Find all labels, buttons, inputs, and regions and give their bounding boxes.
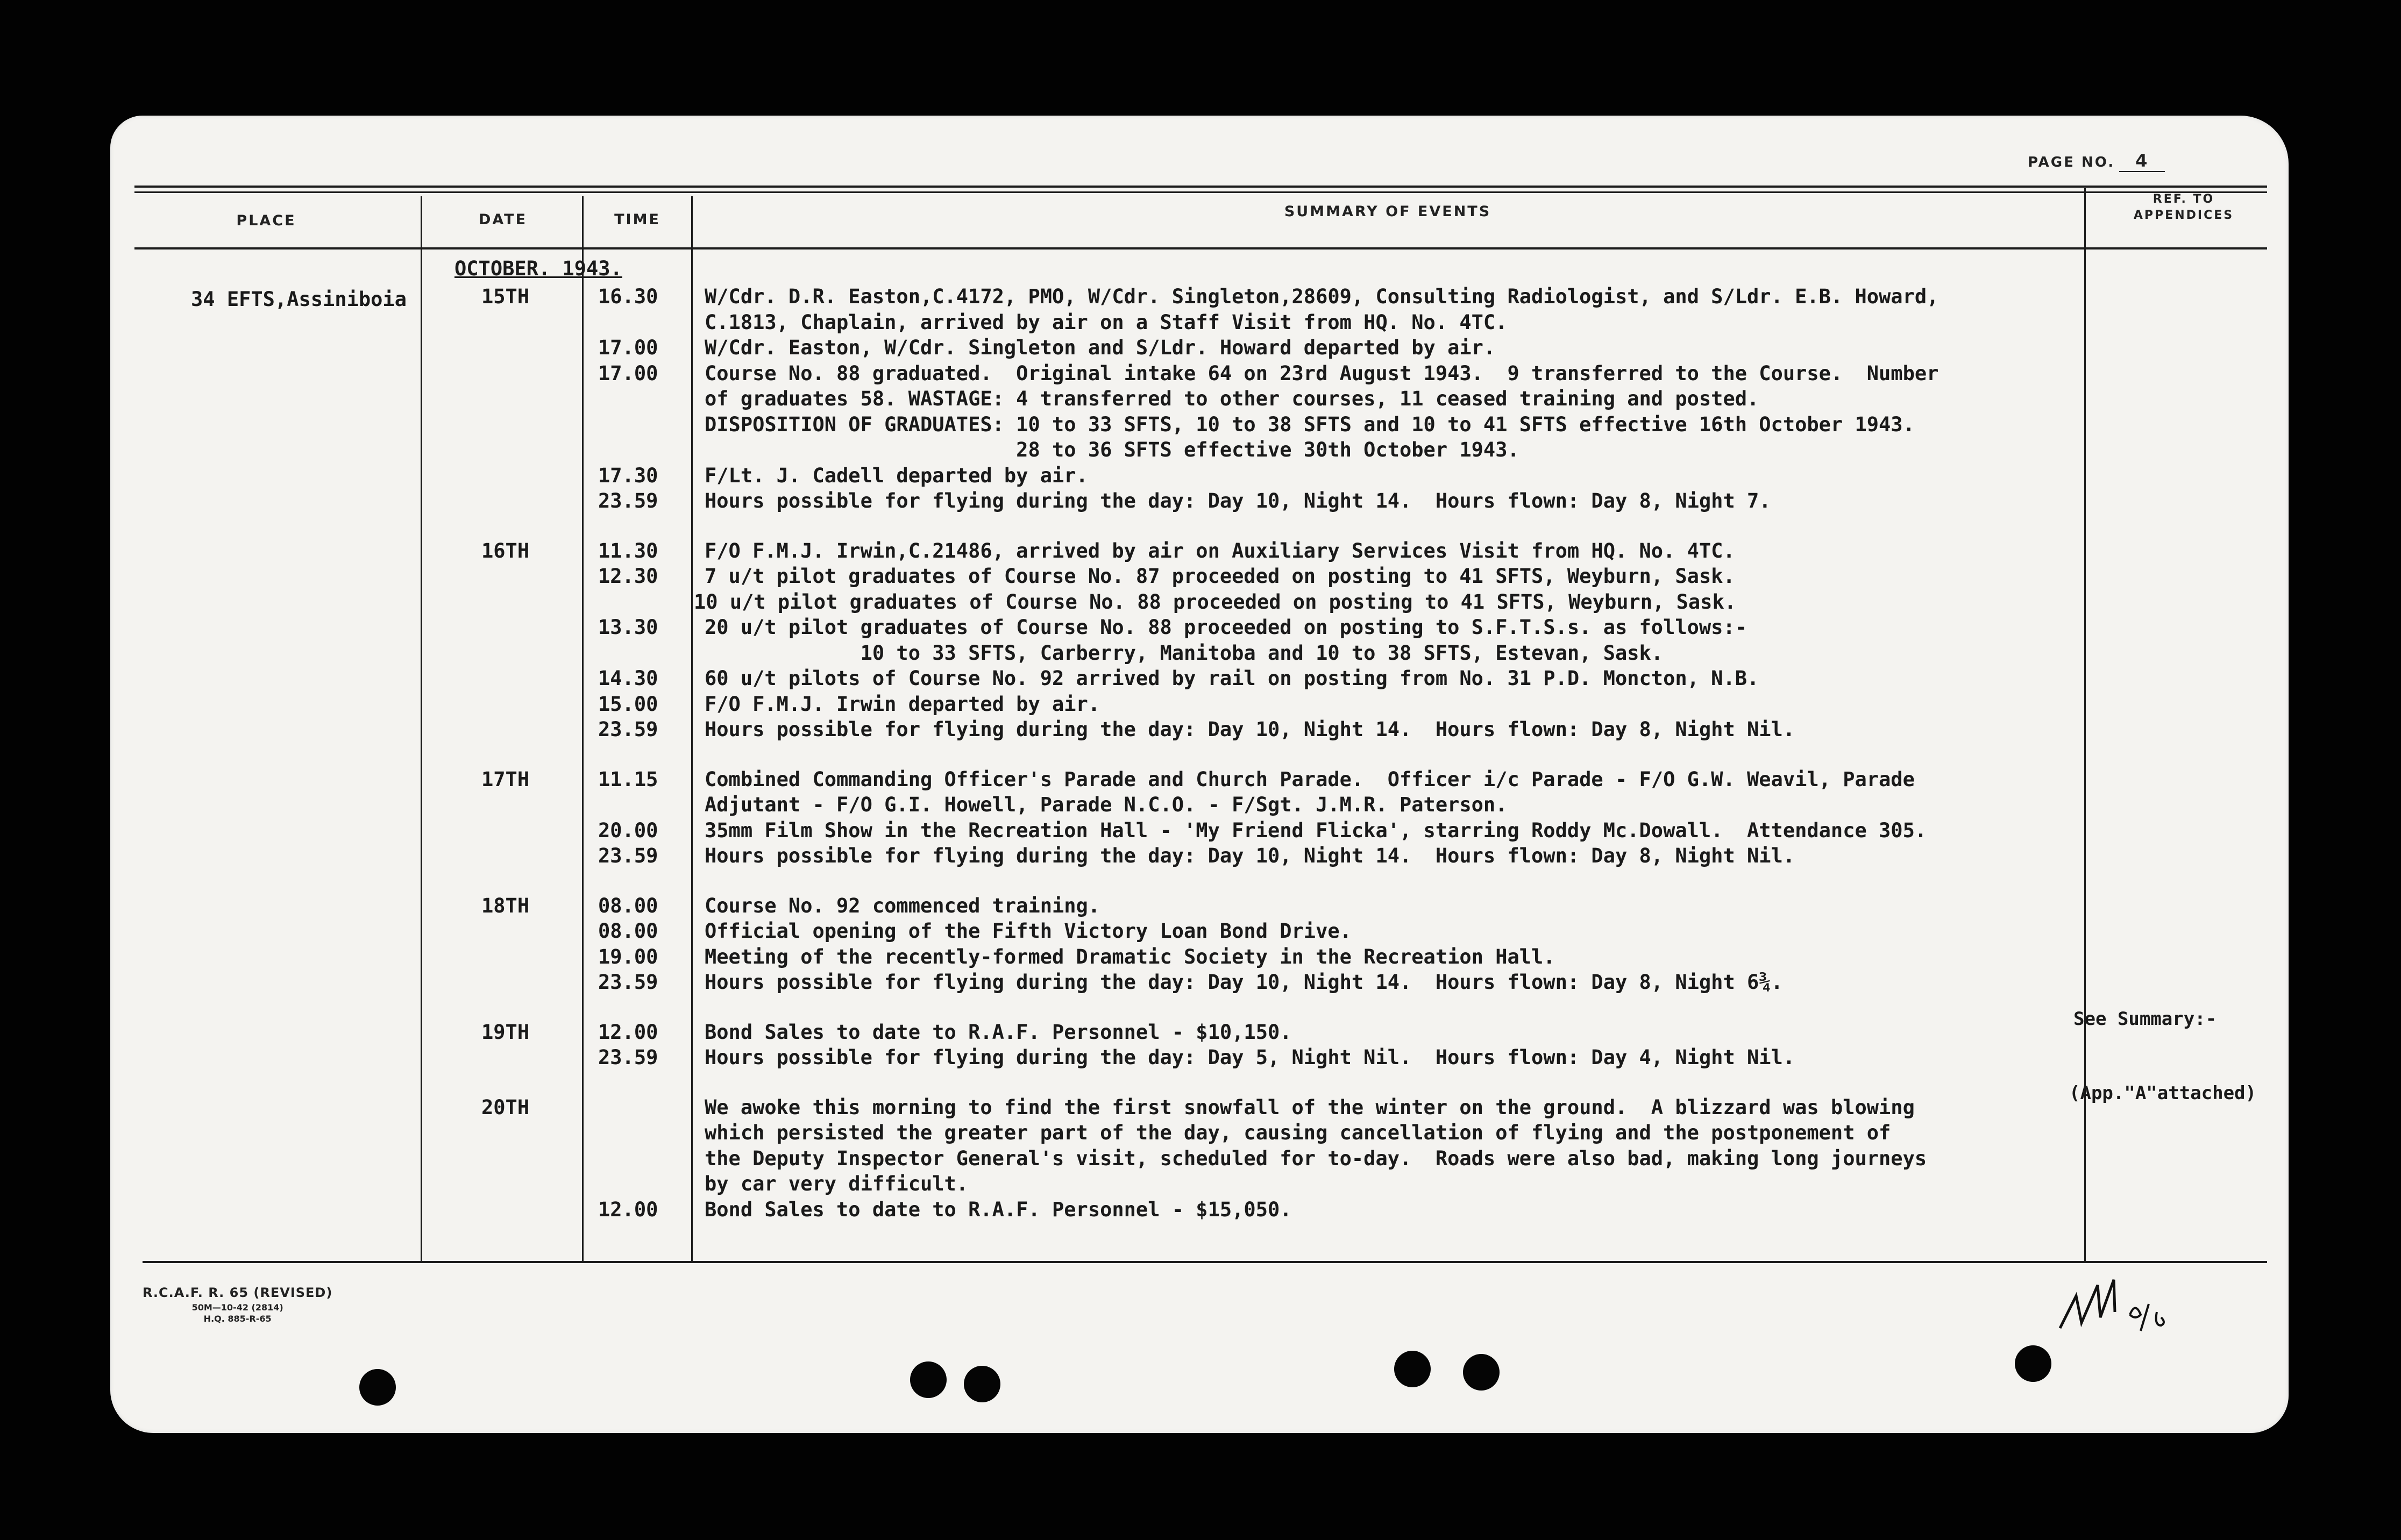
entry-summary-line: Combined Commanding Officer's Parade and Church Parade. Officer i/c Parade - F/O G.W. Weavil, Parade: [705, 767, 1915, 791]
header-bottom-rule: [134, 247, 2267, 249]
form-line3: H.Q. 885-R-65: [203, 1314, 272, 1324]
entry-date: 20TH: [481, 1095, 530, 1119]
entry-summary-line: Hours possible for flying during the day: Day 5, Night Nil. Hours flown: Day 4, Night Nil.: [705, 1046, 1795, 1069]
entry-summary-line: C.1813, Chaplain, arrived by air on a Staff Visit from HQ. No. 4TC.: [705, 310, 1508, 334]
entry-time: 15.00: [598, 692, 658, 716]
col-header-summary: SUMMARY OF EVENTS: [1284, 203, 1491, 220]
entry-time: 14.30: [598, 667, 658, 690]
header-top-rule-2: [134, 191, 2267, 193]
entry-summary-line: DISPOSITION OF GRADUATES: 10 to 33 SFTS, 10 to 38 SFTS and 10 to 41 SFTS effective 16th October 1943.: [705, 412, 1915, 436]
entry-time: 12.00: [598, 1020, 658, 1044]
page-no-value: 4: [2119, 151, 2165, 172]
col-header-time: TIME: [614, 211, 660, 228]
entry-summary-line: which persisted the greater part of the day, causing cancellation of flying and the postponement of: [705, 1121, 1891, 1144]
entry-summary-line: 10 u/t pilot graduates of Course No. 88 proceeded on posting to 41 SFTS, Weyburn, Sask.: [694, 590, 1737, 614]
appendix-ref: [2069, 957, 2256, 1130]
punch-hole: [910, 1361, 947, 1398]
entry-summary-line: We awoke this morning to find the first snowfall of the winter on the ground. A blizzard was blowing: [705, 1095, 1915, 1119]
col-sep-3: [691, 196, 693, 1261]
form-line1: R.C.A.F. R. 65 (REVISED): [143, 1285, 333, 1300]
place: 34 EFTS,Assiniboia: [191, 288, 407, 311]
entry-summary-line: Hours possible for flying during the day: Day 10, Night 14. Hours flown: Day 8, Night Nil.: [705, 844, 1795, 867]
entry-date: 15TH: [481, 285, 530, 308]
form-line2: 50M—10-42 (2814): [191, 1302, 283, 1313]
entry-date: 17TH: [481, 767, 530, 791]
entry-summary-line: by car very difficult.: [705, 1172, 969, 1195]
entry-date: 16TH: [481, 539, 530, 562]
punch-hole: [964, 1366, 1000, 1402]
entry-summary-line: Adjutant - F/O G.I. Howell, Parade N.C.O. - F/Sgt. J.M.R. Paterson.: [705, 793, 1508, 816]
entry-time: 23.59: [598, 971, 658, 994]
entry-time: 23.59: [598, 1046, 658, 1069]
col-sep-2: [582, 196, 584, 1261]
appendix-ref-line2: (App."A"attached): [2069, 1082, 2256, 1104]
entry-time: 08.00: [598, 894, 658, 917]
entry-summary-line: Course No. 92 commenced training.: [705, 894, 1100, 917]
entry-summary-line: 10 to 33 SFTS, Carberry, Manitoba and 10 to 38 SFTS, Estevan, Sask.: [705, 641, 1664, 665]
entry-time: 23.59: [598, 489, 658, 512]
col-sep-1: [421, 196, 422, 1261]
entry-summary-line: Hours possible for flying during the day: Day 10, Night 14. Hours flown: Day 8, Night 7.: [705, 489, 1771, 512]
entry-summary-line: Hours possible for flying during the day: Day 10, Night 14. Hours flown: Day 8, Night 6¾.: [705, 971, 1783, 994]
col-header-ref-2: APPENDICES: [2133, 209, 2234, 222]
punch-hole: [1394, 1351, 1431, 1387]
entry-time: 20.00: [598, 818, 658, 842]
entry-summary-line: W/Cdr. Easton, W/Cdr. Singleton and S/Ldr. Howard departed by air.: [705, 336, 1496, 359]
entry-summary-line: Meeting of the recently-formed Dramatic Society in the Recreation Hall.: [705, 945, 1555, 968]
punch-hole: [1463, 1354, 1500, 1391]
entry-summary-line: 35mm Film Show in the Recreation Hall - 'My Friend Flicka', starring Roddy Mc.Dowall. Attendance 305.: [705, 818, 1927, 842]
entry-summary-line: 28 to 36 SFTS effective 30th October 1943.: [705, 438, 1519, 461]
entry-summary-line: 20 u/t pilot graduates of Course No. 88 proceeded on posting to S.F.T.S.s. as follows:-: [705, 616, 1748, 639]
col-header-ref-1: REF. TO: [2153, 192, 2215, 206]
punch-hole: [2015, 1345, 2051, 1382]
entry-summary-line: Bond Sales to date to R.A.F. Personnel - $10,150.: [705, 1020, 1292, 1044]
entry-time: 17.00: [598, 361, 658, 385]
entry-summary-line: Course No. 88 graduated. Original intake 64 on 23rd August 1943. 9 transferred to the Course. Number: [705, 361, 1939, 385]
entry-time: 17.00: [598, 336, 658, 359]
month-heading: OCTOBER. 1943.: [454, 257, 622, 280]
header-top-rule: [134, 186, 2267, 188]
entry-time: 08.00: [598, 919, 658, 943]
punch-hole: [359, 1369, 396, 1406]
entry-time: 19.00: [598, 945, 658, 968]
entry-time: 12.30: [598, 565, 658, 588]
entry-summary-line: W/Cdr. D.R. Easton,C.4172, PMO, W/Cdr. Singleton,28609, Consulting Radiologist, and S/Ldr. E.B. Howard,: [705, 285, 1939, 308]
entry-summary-line: F/O F.M.J. Irwin,C.21486, arrived by air on Auxiliary Services Visit from HQ. No. 4TC.: [705, 539, 1735, 562]
entry-time: 11.15: [598, 767, 658, 791]
entry-date: 19TH: [481, 1020, 530, 1044]
entry-summary-line: of graduates 58. WASTAGE: 4 transferred to other courses, 11 ceased training and posted.: [705, 387, 1759, 410]
entry-time: 23.59: [598, 844, 658, 867]
entry-time: 11.30: [598, 539, 658, 562]
entry-summary-line: 60 u/t pilots of Course No. 92 arrived by rail on posting from No. 31 P.D. Moncton, N.B.: [705, 667, 1759, 690]
form-number: [143, 1285, 332, 1324]
entry-time: 12.00: [598, 1197, 658, 1221]
entry-time: 16.30: [598, 285, 658, 308]
appendix-ref-line1: See Summary:-: [2073, 1008, 2217, 1030]
entry-summary-line: 7 u/t pilot graduates of Course No. 87 proceeded on posting to 41 SFTS, Weyburn, Sask.: [705, 565, 1735, 588]
col-header-date: DATE: [478, 211, 528, 228]
footer-rule: [143, 1261, 2267, 1263]
page-no-label: PAGE NO. 4: [2028, 151, 2165, 171]
entry-summary-line: F/O F.M.J. Irwin departed by air.: [705, 692, 1100, 716]
entry-time: 23.59: [598, 718, 658, 741]
col-header-place: PLACE: [236, 212, 296, 229]
signature: [2055, 1264, 2189, 1339]
entry-summary-line: the Deputy Inspector General's visit, scheduled for to-day. Roads were also bad, making long journeys: [705, 1146, 1927, 1170]
entry-date: 18TH: [481, 894, 530, 917]
entry-summary-line: Bond Sales to date to R.A.F. Personnel - $15,050.: [705, 1197, 1292, 1221]
entry-summary-line: Official opening of the Fifth Victory Loan Bond Drive.: [705, 919, 1352, 943]
entry-time: 13.30: [598, 616, 658, 639]
entry-summary-line: F/Lt. J. Cadell departed by air.: [705, 464, 1088, 487]
entry-summary-line: Hours possible for flying during the day: Day 10, Night 14. Hours flown: Day 8, Night Nil.: [705, 718, 1795, 741]
entry-time: 17.30: [598, 464, 658, 487]
